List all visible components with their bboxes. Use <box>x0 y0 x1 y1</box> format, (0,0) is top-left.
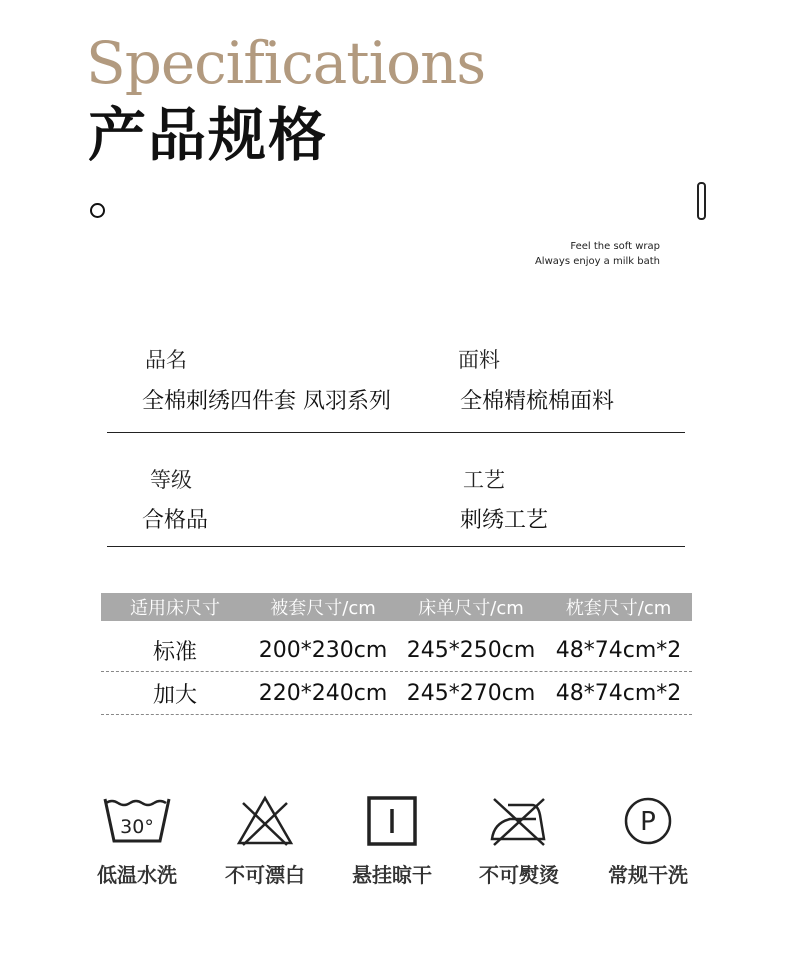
craft-value: 刺绣工艺 <box>460 508 549 533</box>
fabric-value: 全棉精梳棉面料 <box>460 389 615 414</box>
tagline-line-2: Always enjoy a milk bath <box>534 256 660 267</box>
size-table <box>101 593 692 715</box>
header-cell: 被套尺寸/cm <box>270 598 376 619</box>
divider <box>107 546 685 547</box>
care-item-wash <box>82 795 192 888</box>
care-item-iron <box>464 795 574 888</box>
table-cell: 200*230cm <box>258 637 388 663</box>
table-row <box>101 629 692 672</box>
tagline <box>535 239 660 269</box>
circle-bullet-icon <box>90 203 105 218</box>
no-iron-icon <box>488 795 550 847</box>
table-row <box>101 672 692 715</box>
header-cell: 适用床尺寸 <box>130 598 220 619</box>
title-english: Specifications <box>86 29 486 97</box>
fabric-label: 面料 <box>458 348 500 372</box>
table-header <box>101 593 692 621</box>
care-label: 不可熨烫 <box>479 863 559 887</box>
care-item-hang-dry <box>337 795 447 888</box>
grade-value: 合格品 <box>142 508 209 533</box>
care-label: 悬挂晾干 <box>352 863 432 887</box>
table-cell: 220*240cm <box>258 680 388 706</box>
care-label: 不可漂白 <box>225 863 305 887</box>
table-cell: 48*74cm*2 <box>555 637 682 663</box>
product-name-label: 品名 <box>145 348 187 372</box>
title-chinese: 产品规格 <box>88 101 329 169</box>
care-label: 低温水洗 <box>97 863 177 887</box>
dry-clean-letter: P <box>640 807 656 837</box>
wash-temp-text: 30° <box>120 816 154 838</box>
product-name-value: 全棉刺绣四件套 凤羽系列 <box>142 389 391 414</box>
tagline-line-1: Feel the soft wrap <box>570 241 660 252</box>
scroll-indicator <box>697 182 706 220</box>
table-cell: 245*250cm <box>406 637 536 663</box>
table-cell: 245*270cm <box>406 680 536 706</box>
no-bleach-icon <box>235 795 295 847</box>
care-item-bleach <box>210 795 320 888</box>
care-item-dry-clean <box>593 795 703 888</box>
header-cell: 枕套尺寸/cm <box>565 598 672 619</box>
grade-label: 等级 <box>150 468 192 492</box>
craft-label: 工艺 <box>463 468 505 492</box>
table-cell: 加大 <box>152 682 197 708</box>
table-cell: 48*74cm*2 <box>555 680 682 706</box>
header-cell: 床单尺寸/cm <box>418 598 524 619</box>
divider <box>107 432 685 433</box>
table-cell: 标准 <box>152 639 197 665</box>
hang-dry-icon <box>364 795 420 847</box>
wash-30-icon <box>102 795 172 847</box>
care-label: 常规干洗 <box>608 863 688 887</box>
dry-clean-p-icon <box>622 795 674 847</box>
